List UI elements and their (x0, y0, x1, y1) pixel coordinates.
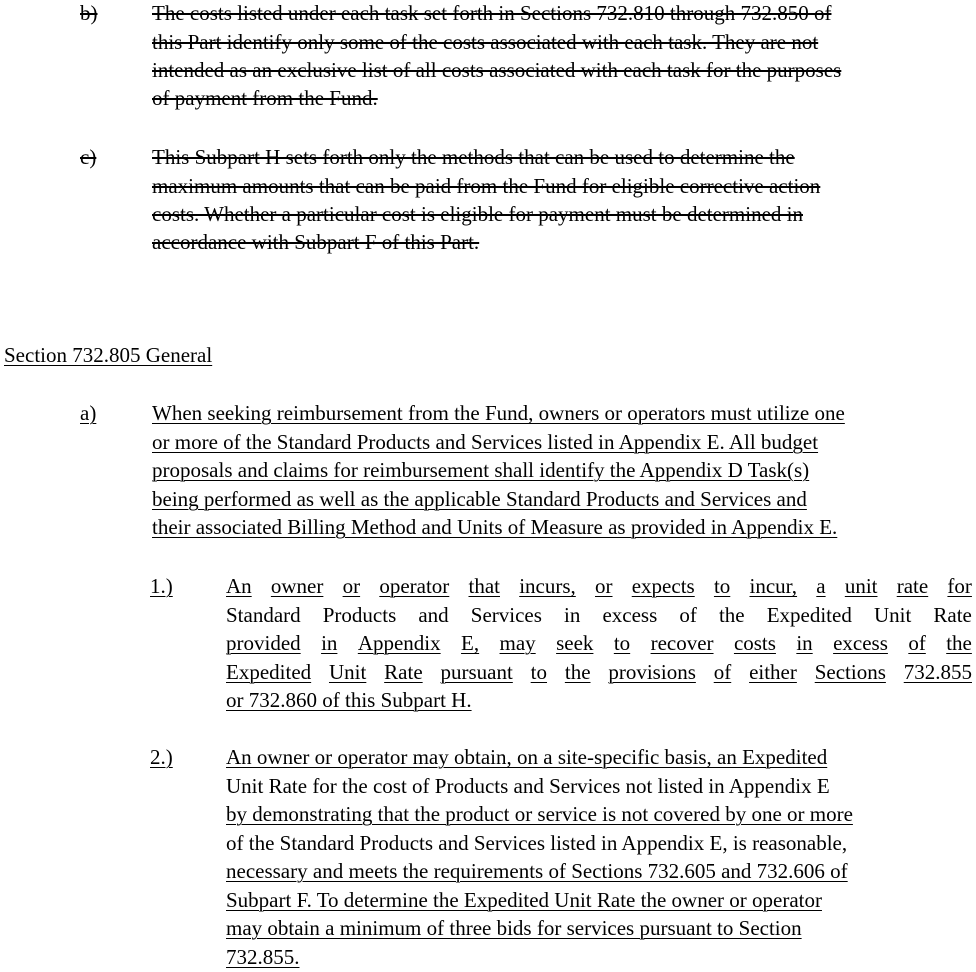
word: incurs, (519, 574, 576, 598)
word: of (908, 631, 926, 655)
word: incur, (749, 574, 798, 598)
text-line: being performed as well as the applicable Standard Products and Services and (152, 487, 807, 511)
text-line: The costs listed under each task set forth in Sections 732.810 through 732.850 of (152, 1, 832, 25)
word: operator (379, 574, 450, 598)
subitem-2-marker: 2.) (150, 745, 173, 769)
text-line: accordance with Subpart F of this Part. (152, 230, 480, 254)
text-line (226, 659, 972, 687)
text-line: intended as an exclusive list of all costs associated with each task for the purposes (152, 58, 842, 82)
word: to (713, 574, 731, 598)
text-line: Subpart F. To determine the Expedited Unit Rate the owner or operator (226, 888, 822, 912)
text-line: 732.855. (226, 945, 300, 969)
text-line: may obtain a minimum of three bids for services pursuant to Section (226, 916, 802, 940)
word: recover (650, 631, 714, 655)
word: Products (322, 603, 397, 627)
word: Expedited (226, 660, 312, 684)
word: to (530, 660, 548, 684)
word: owner (270, 574, 324, 598)
word: 732.855 (903, 660, 972, 684)
word: excess (833, 631, 888, 655)
word: costs (733, 631, 776, 655)
section-heading: Section 732.805 General (4, 343, 213, 367)
word: or (595, 574, 613, 598)
word: Expedited (766, 603, 852, 627)
word: either (749, 660, 797, 684)
word: rate (896, 574, 929, 598)
word: Rate (933, 603, 972, 627)
word: provided (226, 631, 301, 655)
word: may (499, 631, 536, 655)
word: a (816, 574, 826, 598)
text-line: necessary and meets the requirements of Sections 732.605 and 732.606 of (226, 859, 848, 883)
word: the (718, 603, 745, 627)
item-c-marker: c) (80, 145, 97, 169)
text-line (226, 602, 972, 630)
word: in (564, 603, 581, 627)
word: Appendix (357, 631, 441, 655)
text-line: of the Standard Products and Services listed in Appendix E, is reasonable, (226, 831, 848, 855)
word: for (947, 574, 972, 598)
word: that (468, 574, 500, 598)
word: of (679, 603, 697, 627)
text-line: Unit Rate for the cost of Products and Services not listed in Appendix E (226, 774, 830, 798)
text-line: When seeking reimbursement from the Fund, owners or operators must utilize one (152, 401, 845, 425)
text-line: or more of the Standard Products and Services listed in Appendix E. All budget (152, 430, 819, 454)
word: Services (470, 603, 542, 627)
text-line (226, 573, 972, 601)
text-line: proposals and claims for reimbursement shall identify the Appendix D Task(s) (152, 458, 810, 482)
word: Rate (384, 660, 423, 684)
word: and (418, 603, 449, 627)
word: seek (556, 631, 594, 655)
word: Unit (328, 660, 367, 684)
word: excess (602, 603, 658, 627)
text-line: by demonstrating that the product or service is not covered by one or more (226, 802, 853, 826)
word: to (613, 631, 631, 655)
text-line: maximum amounts that can be paid from the Fund for eligible corrective action (152, 174, 821, 198)
text-line: An owner or operator may obtain, on a site-specific basis, an Expedited (226, 745, 828, 769)
text-line: this Part identify only some of the costs associated with each task. They are not (152, 30, 819, 54)
word: the (564, 660, 591, 684)
word: An (226, 574, 252, 598)
word: pursuant (440, 660, 513, 684)
word: in (796, 631, 813, 655)
word: expects (631, 574, 695, 598)
text-line: costs. Whether a particular cost is eligible for payment must be determined in (152, 202, 803, 226)
item-a-marker: a) (80, 401, 97, 425)
subitem-1-marker: 1.) (150, 574, 173, 598)
word: Sections (814, 660, 886, 684)
item-b-marker: b) (80, 1, 98, 25)
text-line: of payment from the Fund. (152, 86, 378, 110)
word: E, (461, 631, 480, 655)
word: unit (844, 574, 878, 598)
word: provisions (608, 660, 696, 684)
text-line: their associated Billing Method and Units of Measure as provided in Appendix E. (152, 515, 838, 539)
word: or (342, 574, 361, 598)
word: the (946, 631, 972, 655)
word: Unit (873, 603, 912, 627)
text-line: This Subpart H sets forth only the methods that can be used to determine the (152, 145, 795, 169)
word: Standard (226, 603, 301, 627)
text-line (226, 630, 972, 658)
word: in (321, 631, 338, 655)
word: of (713, 660, 732, 684)
text-line: or 732.860 of this Subpart H. (226, 688, 472, 712)
